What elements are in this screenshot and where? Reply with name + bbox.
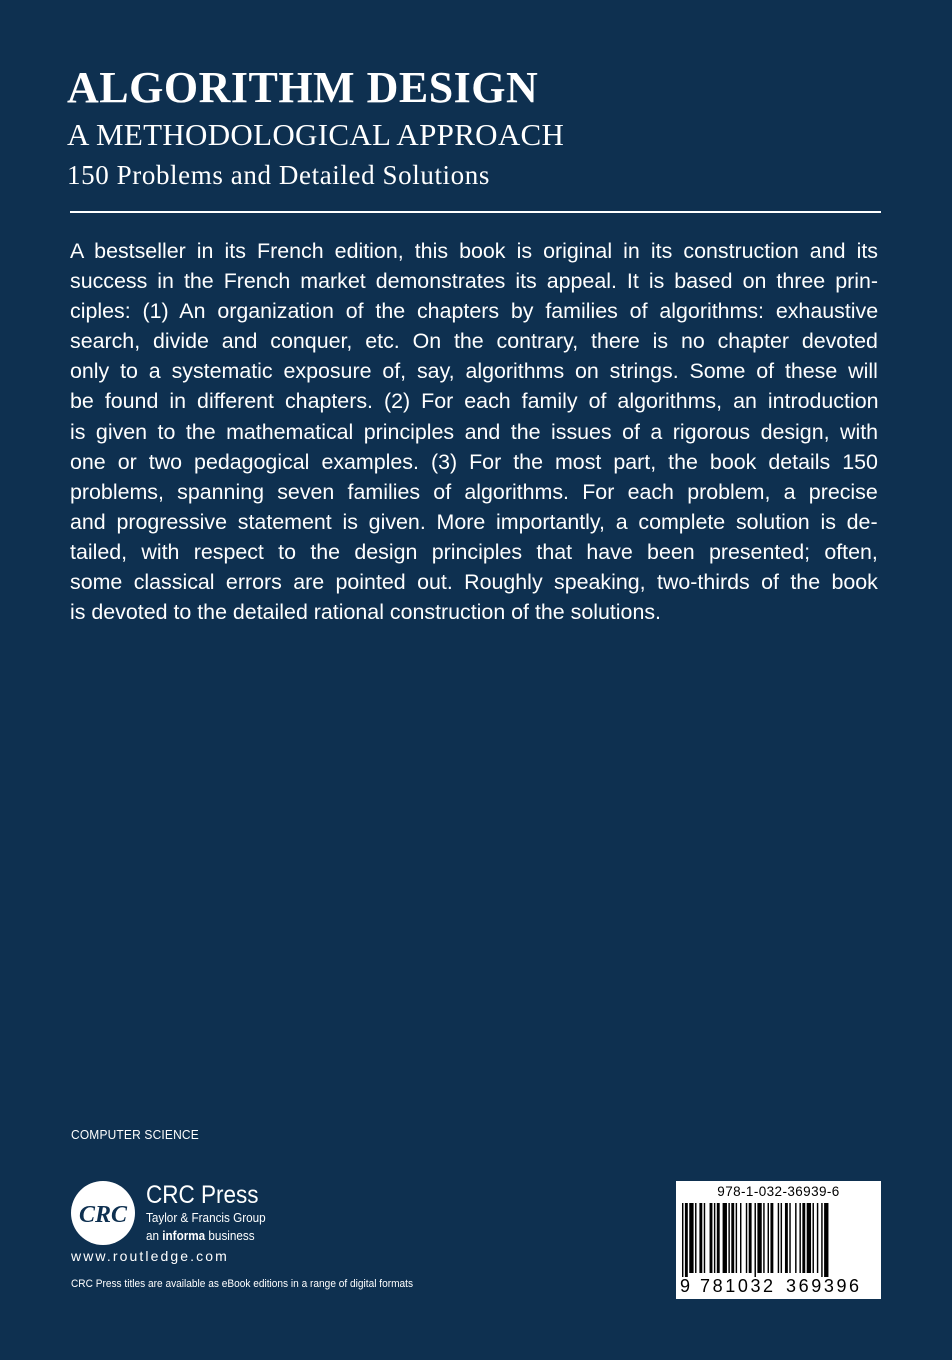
publisher-group: Taylor & Francis Group [146, 1210, 266, 1225]
isbn-barcode [676, 1181, 881, 1299]
description-line: and progressive statement is given. More importantly, a complete solution is de- [70, 509, 878, 534]
crc-press-logo-icon [70, 1180, 136, 1246]
barcode-bar [689, 1203, 693, 1273]
barcode-bar [768, 1203, 769, 1273]
barcode-bars [676, 1203, 881, 1277]
subject-category: COMPUTER SCIENCE [71, 1127, 199, 1142]
publisher-business [146, 1228, 255, 1244]
publisher-url[interactable]: www.routledge.com [71, 1248, 229, 1264]
barcode-bar [749, 1203, 752, 1273]
description-line: problems, spanning seven families of algorithms. For each problem, a precise [70, 479, 878, 504]
business-suffix: business [205, 1228, 255, 1243]
barcode-bar [728, 1203, 729, 1273]
title-divider [70, 211, 881, 213]
book-description [70, 236, 878, 627]
description-line: is given to the mathematical principles and the issues of a rigorous design, with [70, 419, 879, 444]
barcode-digits [676, 1276, 881, 1298]
barcode-bar [821, 1203, 822, 1277]
barcode-bar [755, 1203, 756, 1277]
barcode-bar [778, 1203, 779, 1273]
description-line: tailed, with respect to the design principles that have been presented; often, [70, 539, 878, 564]
barcode-first-digit: 9 [680, 1276, 691, 1296]
barcode-bar [704, 1203, 705, 1273]
barcode-right-group: 369396 [786, 1276, 862, 1296]
barcode-bar [817, 1203, 818, 1273]
barcode-left-group: 781032 [700, 1276, 776, 1296]
barcode-bar [695, 1203, 696, 1273]
ebook-note: CRC Press titles are available as eBook editions in a range of digital formats [71, 1278, 414, 1290]
description-line: A bestseller in its French edition, this book is original in its construction and its [70, 239, 878, 263]
barcode-bar [740, 1203, 741, 1273]
barcode-bar [802, 1203, 805, 1273]
description-line: be found in different chapters. (2) For each family of algorithms, an introduction [70, 389, 879, 414]
barcode-bar [763, 1203, 764, 1273]
barcode-bar [699, 1203, 702, 1273]
barcode-bar [757, 1203, 761, 1273]
business-bold: informa [162, 1228, 206, 1243]
business-prefix: an [146, 1228, 163, 1243]
description-line: success in the French market demonstrates its appeal. It is based on three prin- [70, 269, 878, 294]
barcode-bar [807, 1203, 811, 1273]
barcode-bar [714, 1203, 715, 1273]
barcode-bar [746, 1203, 747, 1273]
barcode-bar [813, 1203, 814, 1273]
description-line: is devoted to the detailed rational construction of the solutions. [70, 600, 661, 625]
barcode-bar [731, 1203, 734, 1273]
logo-text: CRC [78, 1202, 128, 1228]
barcode-bar [770, 1203, 773, 1273]
book-title: ALGORITHM DESIGN [67, 63, 539, 112]
barcode-bar [710, 1203, 713, 1273]
barcode-bar [789, 1203, 790, 1273]
book-tagline: 150 Problems and Detailed Solutions [67, 160, 490, 190]
barcode-bar [795, 1203, 796, 1273]
barcode-bar [799, 1203, 800, 1273]
book-subtitle: A METHODOLOGICAL APPROACH [67, 117, 565, 152]
description-line: only to a systematic exposure of, say, algorithms on strings. Some of these will [70, 359, 878, 384]
barcode-bar [723, 1203, 727, 1273]
barcode-bar [824, 1203, 828, 1277]
barcode-bar [682, 1203, 683, 1277]
description-line: ciples: (1) An organization of the chapters by families of algorithms: exhaustive [70, 299, 879, 324]
description-line: search, divide and conquer, etc. On the contrary, there is no chapter devoted [70, 329, 878, 354]
barcode-bar [717, 1203, 720, 1273]
barcode-bar [736, 1203, 737, 1273]
description-line: some classical errors are pointed out. Roughly speaking, two-thirds of the book [70, 570, 878, 595]
publisher-name: CRC Press [146, 1181, 259, 1209]
barcode-bar [785, 1203, 788, 1273]
description-line: one or two pedagogical examples. (3) For the most part, the book details 150 [70, 449, 878, 474]
barcode-bar [685, 1203, 688, 1277]
isbn-number: 978-1-032-36939-6 [717, 1184, 840, 1199]
barcode-bar [781, 1203, 782, 1273]
